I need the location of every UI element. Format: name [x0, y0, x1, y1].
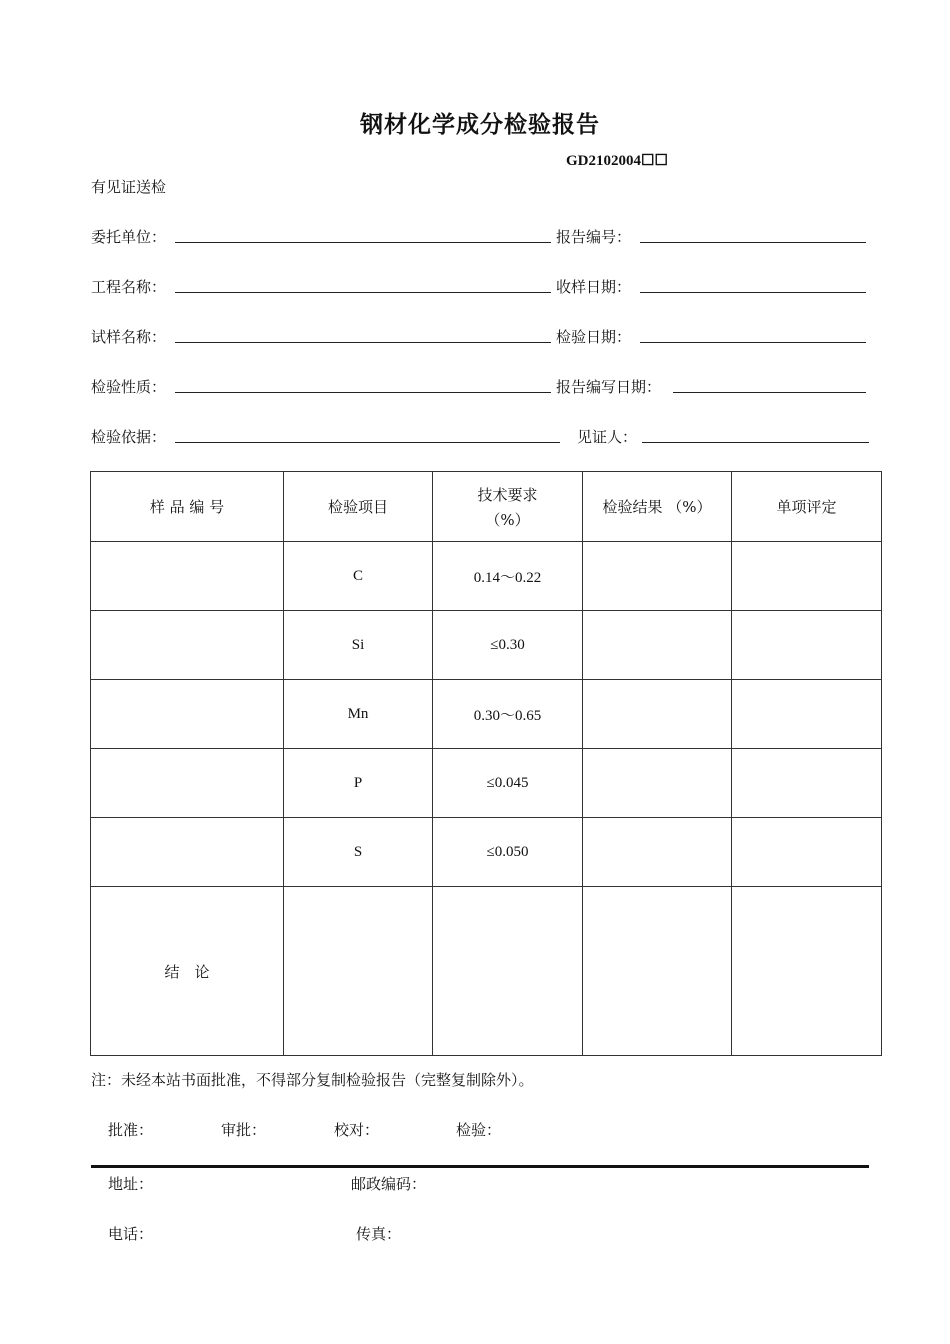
item-cell: Si [284, 611, 433, 680]
review-label: 审批： [221, 1121, 267, 1139]
proofread-label: 校对： [334, 1121, 380, 1139]
witness-field[interactable] [642, 442, 869, 443]
project-label: 工程名称： [91, 278, 167, 296]
table-row [91, 680, 882, 749]
result-cell[interactable] [583, 611, 732, 680]
report-no-field[interactable] [640, 242, 866, 243]
fax-label: 传真： [356, 1225, 402, 1243]
witness-label: 见证人： [577, 428, 638, 446]
header-requirement-line2: （%） [485, 510, 530, 529]
requirement-cell: 0.30～0.65 [433, 680, 583, 749]
report-no-label: 报告编号： [556, 228, 632, 246]
requirement-cell: ≤0.050 [433, 818, 583, 887]
received-date-label: 收样日期： [556, 278, 632, 296]
item-cell: Mn [284, 680, 433, 749]
page-title: 钢材化学成分检验报告 [360, 112, 600, 138]
requirement-cell: ≤0.045 [433, 749, 583, 818]
header-judgement: 单项评定 [732, 472, 882, 542]
item-cell: S [284, 818, 433, 887]
conclusion-cell[interactable] [583, 887, 732, 1056]
sample-no-cell[interactable] [91, 542, 284, 611]
copy-note: 注：未经本站书面批准，不得部分复制检验报告（完整复制除外）。 [91, 1071, 534, 1089]
judgement-cell[interactable] [732, 749, 882, 818]
results-table [90, 471, 882, 1056]
phone-label: 电话： [108, 1225, 154, 1243]
conclusion-label: 结 论 [91, 887, 284, 1056]
sample-no-cell[interactable] [91, 680, 284, 749]
received-date-field[interactable] [640, 292, 866, 293]
address-label: 地址： [108, 1175, 154, 1193]
conclusion-cell[interactable] [433, 887, 583, 1056]
item-cell: P [284, 749, 433, 818]
test-date-field[interactable] [640, 342, 866, 343]
test-basis-field[interactable] [175, 442, 560, 443]
item-cell: C [284, 542, 433, 611]
result-cell[interactable] [583, 542, 732, 611]
result-cell[interactable] [583, 680, 732, 749]
result-cell[interactable] [583, 818, 732, 887]
header-requirement [433, 472, 583, 542]
header-item: 检验项目 [284, 472, 433, 542]
sample-no-cell[interactable] [91, 749, 284, 818]
header-result: 检验结果 （%） [583, 472, 732, 542]
requirement-cell: 0.14～0.22 [433, 542, 583, 611]
requirement-cell: ≤0.30 [433, 611, 583, 680]
postcode-label: 邮政编码： [351, 1175, 427, 1193]
sample-no-cell[interactable] [91, 611, 284, 680]
header-sample-no: 样 品 编 号 [91, 472, 284, 542]
header-requirement-line1: 技术要求 [477, 485, 538, 504]
client-field[interactable] [175, 242, 551, 243]
table-header-row [91, 472, 882, 542]
witness-note: 有见证送检 [91, 178, 167, 196]
report-date-label: 报告编写日期： [556, 378, 662, 396]
judgement-cell[interactable] [732, 611, 882, 680]
conclusion-cell[interactable] [284, 887, 433, 1056]
document-code: GD2102004☐☐ [566, 153, 668, 169]
test-nature-field[interactable] [175, 392, 551, 393]
sample-name-field[interactable] [175, 342, 551, 343]
test-date-label: 检验日期： [556, 328, 632, 346]
judgement-cell[interactable] [732, 542, 882, 611]
table-row [91, 749, 882, 818]
table-row [91, 542, 882, 611]
report-date-field[interactable] [673, 392, 866, 393]
table-row [91, 611, 882, 680]
result-cell[interactable] [583, 749, 732, 818]
client-label: 委托单位： [91, 228, 167, 246]
inspect-label: 检验： [456, 1121, 502, 1139]
judgement-cell[interactable] [732, 818, 882, 887]
conclusion-row [91, 887, 882, 1056]
project-field[interactable] [175, 292, 551, 293]
table-row [91, 818, 882, 887]
judgement-cell[interactable] [732, 680, 882, 749]
footer-divider [91, 1165, 869, 1168]
test-basis-label: 检验依据： [91, 428, 167, 446]
test-nature-label: 检验性质： [91, 378, 167, 396]
sample-no-cell[interactable] [91, 818, 284, 887]
approve-label: 批准： [108, 1121, 154, 1139]
conclusion-cell[interactable] [732, 887, 882, 1056]
sample-name-label: 试样名称： [91, 328, 167, 346]
